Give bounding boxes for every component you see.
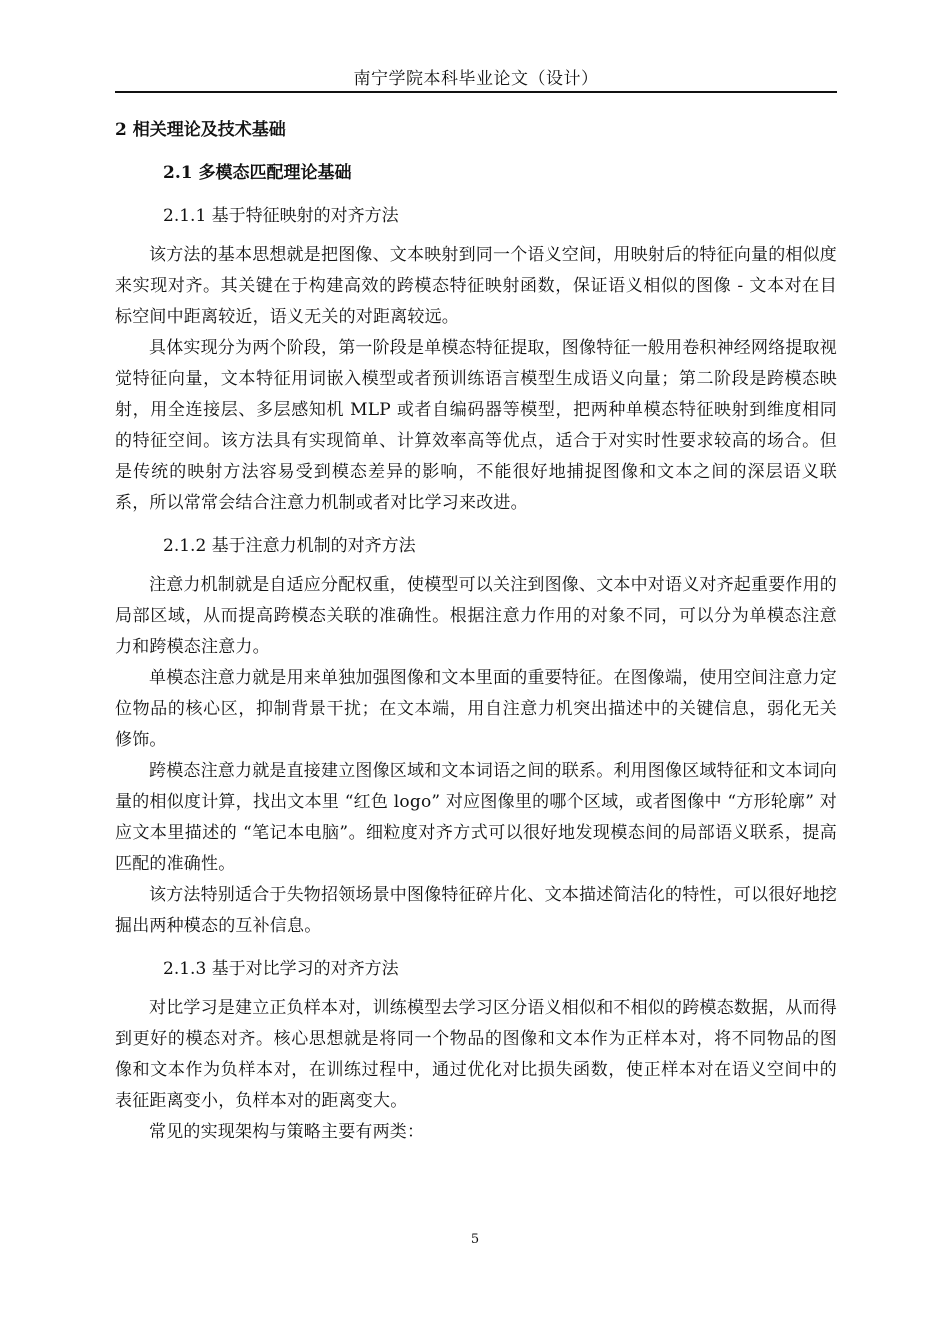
subsection-body-2-1-1 [115, 240, 837, 519]
subsection-body-2-1-2 [115, 570, 837, 942]
paragraph: 对比学习是建立正负样本对，训练模型去学习区分语义相似和不相似的跨模态数据，从而得到更好的模态对齐。核心思想就是将同一个物品的图像和文本作为正样本对，将不同物品的图像和文本作为负样本对，在训练过程中，通过优化对比损失函数，使正样本对在语义空间中的表征距离变小，负样本对的距离变大。 [115, 998, 837, 1111]
paragraph: 该方法特别适合于失物招领场景中图像特征碎片化、文本描述简洁化的特性，可以很好地挖掘出两种模态的互补信息。 [115, 885, 837, 936]
paragraph: 跨模态注意力就是直接建立图像区域和文本词语之间的联系。利用图像区域特征和文本词向量的相似度计算，找出文本里 “红色 logo” 对应图像里的哪个区域，或者图像中 “方形轮廓” 对应文本里描述的 “笔记本电脑”。细粒度对齐方式可以很好地发现模态间的局部语义联系，提高匹配的准确性。 [115, 761, 837, 874]
paragraph: 常见的实现架构与策略主要有两类： [149, 1122, 425, 1142]
header-rule [115, 91, 837, 93]
paragraph: 具体实现分为两个阶段，第一阶段是单模态特征提取，图像特征一般用卷积神经网络提取视觉特征向量，文本特征用词嵌入模型或者预训练语言模型生成语义向量；第二阶段是跨模态映射，用全连接层、多层感知机 MLP 或者自编码器等模型，把两种单模态特征映射到维度相同的特征空间。该方法具有实现简单、计算效率高等优点，适合于对实时性要求较高的场合。但是传统的映射方法容易受到模态差异的影响，不能很好地捕捉图像和文本之间的深层语义联系，所以常常会结合注意力机制或者对比学习来改进。 [115, 338, 837, 513]
chapter-heading: 2 相关理论及技术基础 [115, 120, 286, 140]
paragraph: 注意力机制就是自适应分配权重，使模型可以关注到图像、文本中对语义对齐起重要作用的局部区域，从而提高跨模态关联的准确性。根据注意力作用的对象不同，可以分为单模态注意力和跨模态注意力。 [115, 575, 837, 657]
subsection-heading-2-1-2: 2.1.2 基于注意力机制的对齐方法 [163, 536, 416, 556]
page-number: 5 [470, 1232, 480, 1247]
subsection-heading-2-1-3: 2.1.3 基于对比学习的对齐方法 [163, 959, 399, 979]
subsection-body-2-1-3 [115, 993, 837, 1148]
paragraph: 该方法的基本思想就是把图像、文本映射到同一个语义空间，用映射后的特征向量的相似度来实现对齐。其关键在于构建高效的跨模态特征映射函数，保证语义相似的图像 - 文本对在目标空间中距离较近，语义无关的对距离较远。 [115, 245, 837, 327]
subsection-heading-2-1-1: 2.1.1 基于特征映射的对齐方法 [163, 206, 399, 226]
section-heading: 2.1 多模态匹配理论基础 [163, 163, 352, 183]
running-header: 南宁学院本科毕业论文（设计） [353, 69, 599, 89]
page-body [115, 114, 837, 1148]
paragraph: 单模态注意力就是用来单独加强图像和文本里面的重要特征。在图像端，使用空间注意力定位物品的核心区，抑制背景干扰；在文本端，用自注意力机突出描述中的关键信息，弱化无关修饰。 [115, 668, 837, 750]
